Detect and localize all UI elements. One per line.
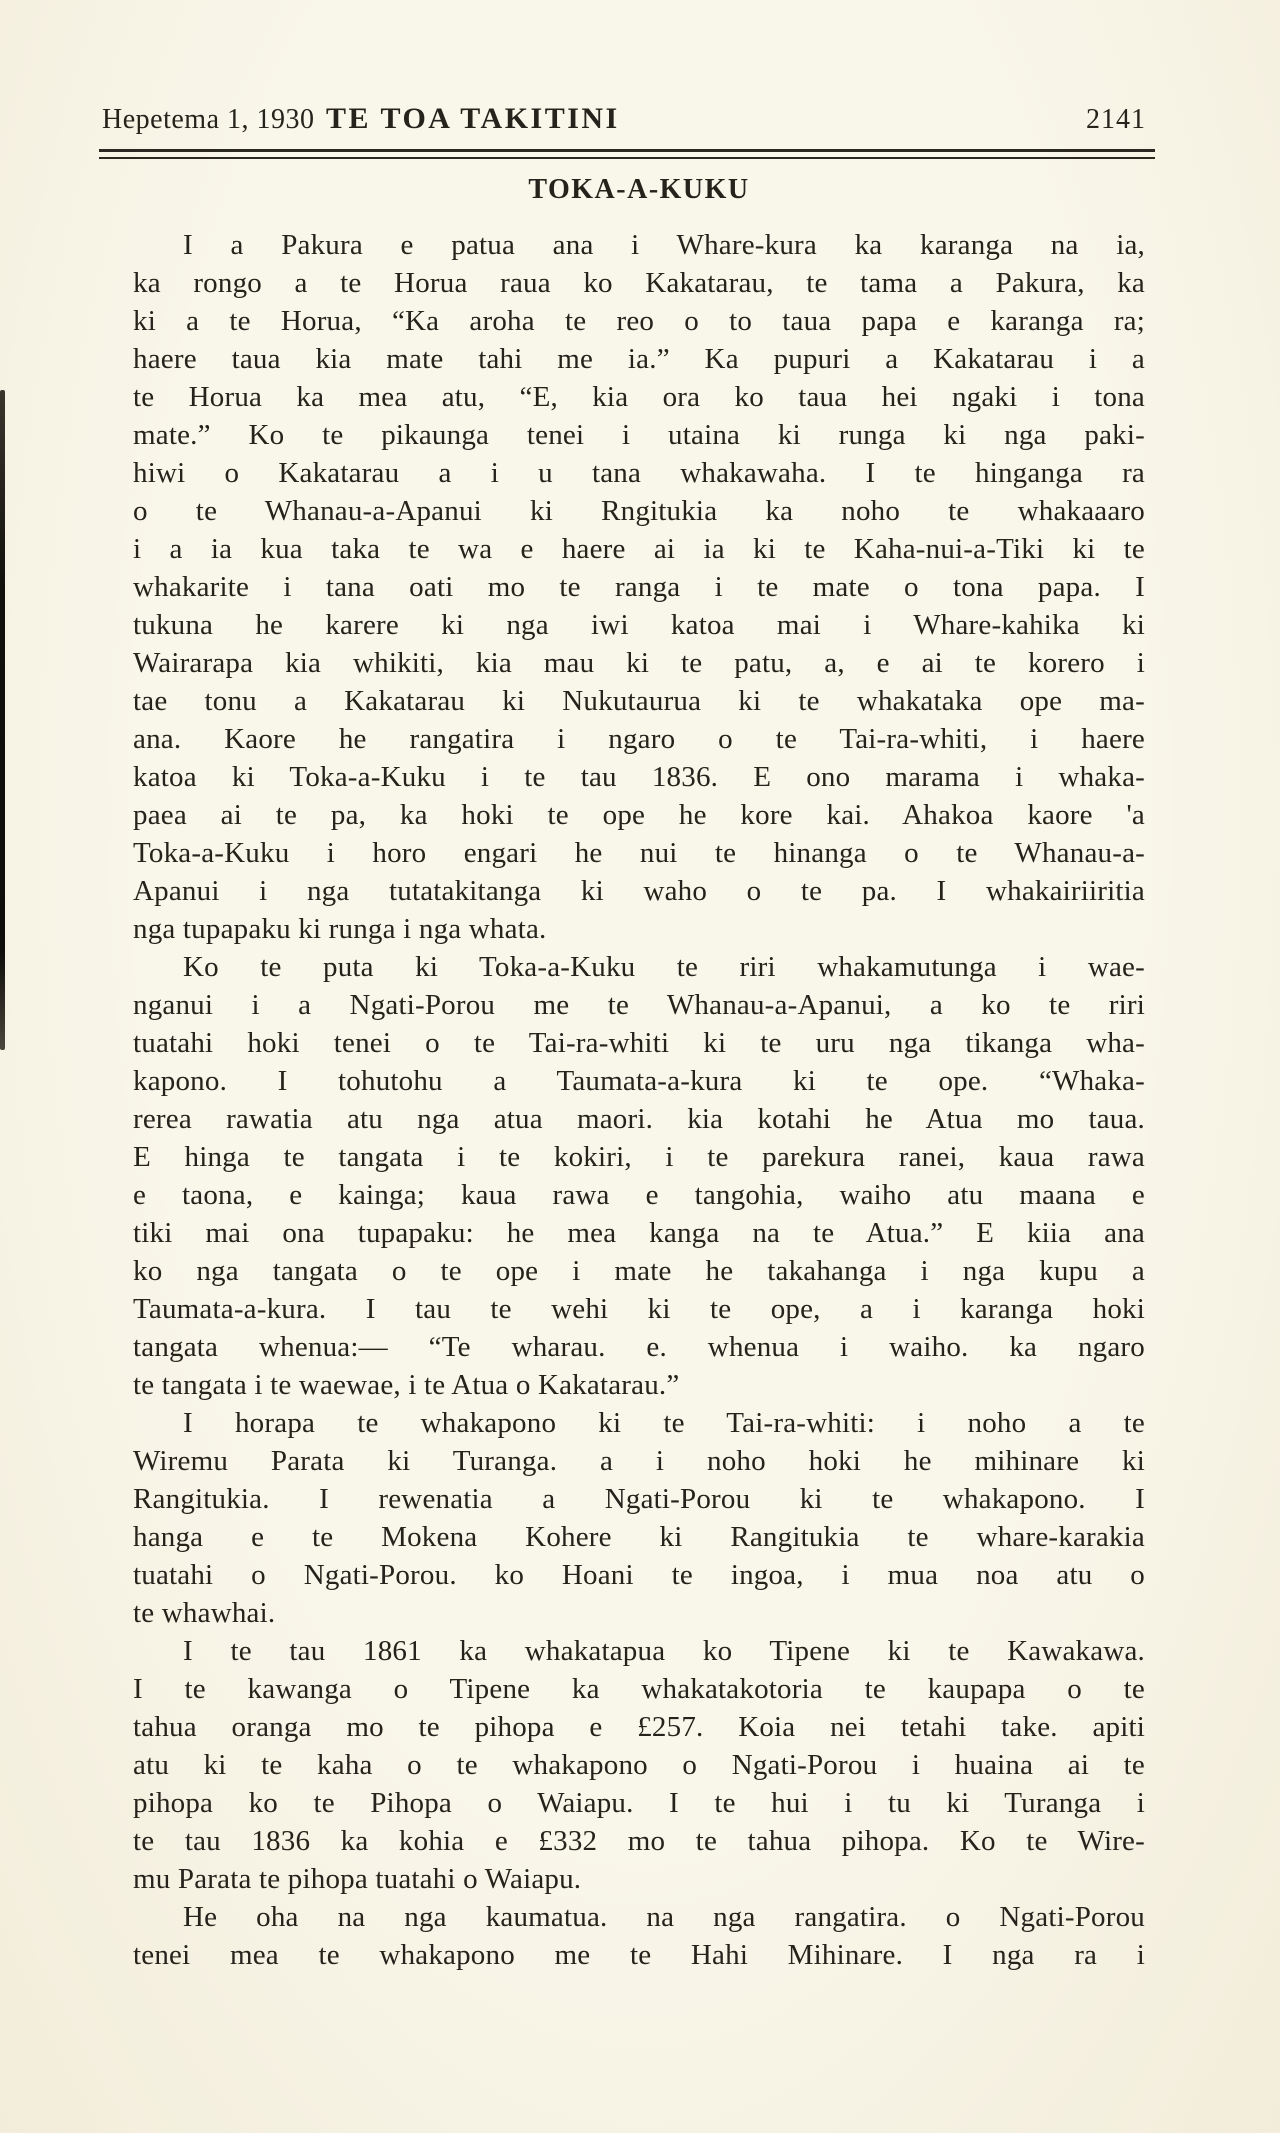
text-line: I a Pakura e patua ana i Whare-kura ka karanga na ia, — [183, 229, 1145, 261]
text-line: atu ki te kaha o te whakapono o Ngati-Porou i huaina ai te — [133, 1749, 1145, 1781]
text-line: tahua oranga mo te pihopa e £257. Koia nei tetahi take. apiti — [133, 1711, 1145, 1743]
paragraph — [133, 1404, 1145, 1632]
text-line: mate.” Ko te pikaunga tenei i utaina ki runga ki nga paki- — [133, 419, 1145, 451]
text-line: I te tau 1861 ka whakatapua ko Tipene ki te Kawakawa. — [183, 1635, 1145, 1667]
paragraph — [133, 1898, 1145, 1974]
text-line: tiki mai ona tupapaku: he mea kanga na te Atua.” E kiia ana — [133, 1217, 1145, 1249]
text-line: tangata whenua:— “Te wharau. e. whenua i waiho. ka ngaro — [133, 1331, 1145, 1363]
text-line: Wairarapa kia whikiti, kia mau ki te patu, a, e ai te korero i — [133, 647, 1145, 679]
text-line: ko nga tangata o te ope i mate he takahanga i nga kupu a — [133, 1255, 1145, 1287]
text-line: hiwi o Kakatarau a i u tana whakawaha. I te hinganga ra — [133, 457, 1145, 489]
text-line: I te kawanga o Tipene ka whakatakotoria te kaupapa o te — [133, 1673, 1145, 1705]
paragraph — [133, 948, 1145, 1404]
text-line: ki a te Horua, “Ka aroha te reo o to taua papa e karanga ra; — [133, 305, 1145, 337]
text-line: Toka-a-Kuku i horo engari he nui te hinanga o te Whanau-a- — [133, 837, 1145, 869]
text-line: paea ai te pa, ka hoki te ope he kore kai. Ahakoa kaore 'a — [133, 799, 1145, 831]
text-line: nga tupapaku ki runga i nga whata. — [133, 913, 547, 945]
issue-date: Hepetema 1, 1930 — [102, 104, 315, 135]
masthead-title: TE TOA TAKITINI — [326, 102, 620, 135]
text-line: Wiremu Parata ki Turanga. a i noho hoki he mihinare ki — [133, 1445, 1145, 1477]
article-title: TOKA-A-KUKU — [528, 174, 750, 205]
text-line: tuatahi hoki tenei o te Tai-ra-whiti ki te uru nga tikanga wha- — [133, 1027, 1145, 1059]
text-line: tuatahi o Ngati-Porou. ko Hoani te ingoa, i mua noa atu o — [133, 1559, 1145, 1591]
article-body — [133, 226, 1145, 1974]
text-line: pihopa ko te Pihopa o Waiapu. I te hui i tu ki Turanga i — [133, 1787, 1145, 1819]
text-line: kapono. I tohutohu a Taumata-a-kura ki te ope. “Whaka- — [133, 1065, 1145, 1097]
text-line: ka rongo a te Horua raua ko Kakatarau, te tama a Pakura, ka — [133, 267, 1145, 299]
text-line: ana. Kaore he rangatira i ngaro o te Tai-ra-whiti, i haere — [133, 723, 1145, 755]
text-line: i a ia kua taka te wa e haere ai ia ki te Kaha-nui-a-Tiki ki te — [133, 533, 1145, 565]
text-line: tukuna he karere ki nga iwi katoa mai i Whare-kahika ki — [133, 609, 1145, 641]
paragraph — [133, 226, 1145, 948]
text-line: Rangitukia. I rewenatia a Ngati-Porou ki te whakapono. I — [133, 1483, 1145, 1515]
text-line: Apanui i nga tutatakitanga ki waho o te pa. I whakairiiritia — [133, 875, 1145, 907]
text-line: hanga e te Mokena Kohere ki Rangitukia te whare-karakia — [133, 1521, 1145, 1553]
text-line: whakarite i tana oati mo te ranga i te mate o tona papa. I — [133, 571, 1145, 603]
paragraph — [133, 1632, 1145, 1898]
text-line: I horapa te whakapono ki te Tai-ra-whiti: i noho a te — [183, 1407, 1145, 1439]
text-line: tae tonu a Kakatarau ki Nukutaurua ki te whakataka ope ma- — [133, 685, 1145, 717]
text-line: Taumata-a-kura. I tau te wehi ki te ope, a i karanga hoki — [133, 1293, 1145, 1325]
page-number: 2141 — [1086, 104, 1146, 135]
text-line: te whawhai. — [133, 1597, 276, 1629]
text-line: te tangata i te waewae, i te Atua o Kakatarau.” — [133, 1369, 680, 1401]
text-line: mu Parata te pihopa tuatahi o Waiapu. — [133, 1863, 582, 1895]
text-line: tenei mea te whakapono me te Hahi Mihinare. I nga ra i — [133, 1939, 1145, 1971]
text-line: e taona, e kainga; kaua rawa e tangohia, waiho atu maana e — [133, 1179, 1145, 1211]
header-double-rule — [99, 149, 1155, 159]
scan-edge-artifact — [0, 390, 5, 1050]
text-line: He oha na nga kaumatua. na nga rangatira. o Ngati-Porou — [183, 1901, 1145, 1933]
text-line: katoa ki Toka-a-Kuku i te tau 1836. E ono marama i whaka- — [133, 761, 1145, 793]
text-line: te Horua ka mea atu, “E, kia ora ko taua hei ngaki i tona — [133, 381, 1145, 413]
text-line: rerea rawatia atu nga atua maori. kia kotahi he Atua mo taua. — [133, 1103, 1145, 1135]
text-line: haere taua kia mate tahi me ia.” Ka pupuri a Kakatarau i a — [133, 343, 1145, 375]
text-line: te tau 1836 ka kohia e £332 mo te tahua pihopa. Ko te Wire- — [133, 1825, 1145, 1857]
text-line: nganui i a Ngati-Porou me te Whanau-a-Apanui, a ko te riri — [133, 989, 1145, 1021]
text-line: o te Whanau-a-Apanui ki Rngitukia ka noho te whakaaaro — [133, 495, 1145, 527]
text-line: Ko te puta ki Toka-a-Kuku te riri whakamutunga i wae- — [183, 951, 1145, 983]
text-line: E hinga te tangata i te kokiri, i te parekura ranei, kaua rawa — [133, 1141, 1145, 1173]
